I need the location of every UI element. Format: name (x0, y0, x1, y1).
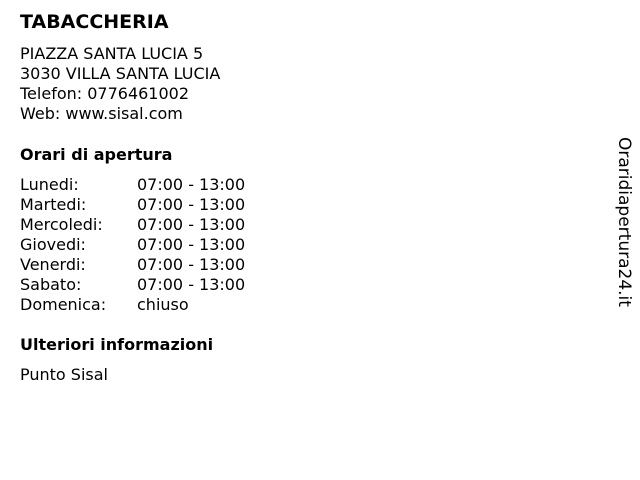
site-brand-text: Oraridiapertura24.it (614, 137, 634, 307)
hours-day: Sabato: (20, 275, 82, 294)
address-line-street: PIAZZA SANTA LUCIA 5 (20, 44, 204, 63)
address-line-city: 3030 VILLA SANTA LUCIA (20, 64, 221, 83)
hours-day: Lunedi: (20, 175, 79, 194)
store-name: TABACCHERIA (20, 11, 169, 33)
hours-time: 07:00 - 13:00 (137, 255, 246, 274)
hours-time: 07:00 - 13:00 (137, 235, 246, 254)
hours-day: Martedi: (20, 195, 87, 214)
hours-time: 07:00 - 13:00 (137, 215, 246, 234)
more-info-text: Punto Sisal (20, 365, 108, 384)
hours-time: 07:00 - 13:00 (137, 195, 246, 214)
hours-time: chiuso (137, 295, 189, 314)
hours-day: Mercoledi: (20, 215, 103, 234)
hours-day: Domenica: (20, 295, 107, 314)
site-brand-watermark (614, 137, 634, 309)
hours-day: Venerdi: (20, 255, 86, 274)
web-text: Web: www.sisal.com (20, 104, 183, 123)
hours-time: 07:00 - 13:00 (137, 175, 246, 194)
store-contact (20, 44, 220, 124)
hours-day: Giovedi: (20, 235, 86, 254)
hours-time: 07:00 - 13:00 (137, 275, 246, 294)
more-info-heading: Ulteriori informazioni (20, 335, 214, 354)
phone-text: Telefon: 0776461002 (20, 84, 190, 103)
opening-hours-heading: Orari di apertura (20, 145, 173, 164)
